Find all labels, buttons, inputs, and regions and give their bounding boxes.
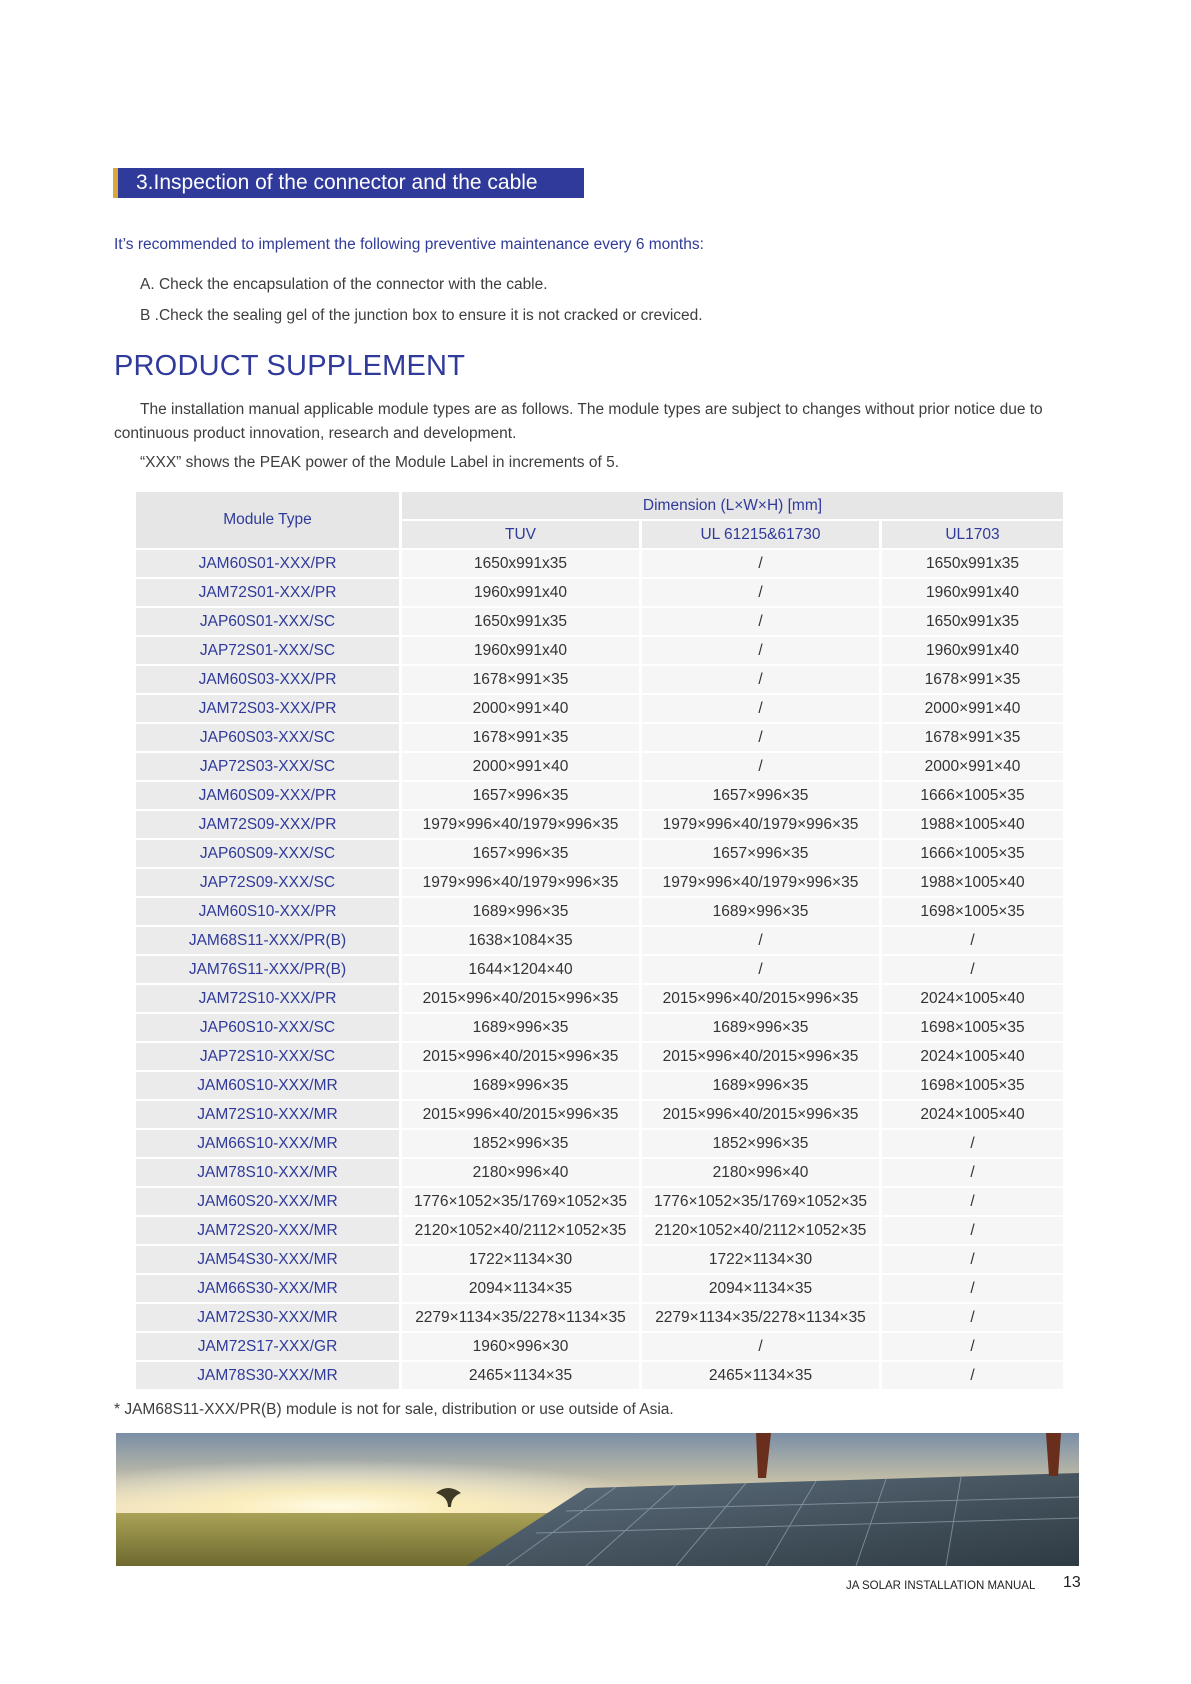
ul1703-dimension-cell: / <box>882 956 1063 983</box>
tuv-dimension-cell: 1678×991×35 <box>402 666 639 693</box>
tuv-dimension-cell: 2094×1134×35 <box>402 1275 639 1302</box>
xxx-note: “XXX” shows the PEAK power of the Module Label in increments of 5. <box>140 454 620 471</box>
table-row <box>136 753 1063 780</box>
table-row <box>136 1333 1063 1360</box>
table-row <box>136 1246 1063 1273</box>
table-row <box>136 724 1063 751</box>
tuv-dimension-cell: 1960x991x40 <box>402 637 639 664</box>
table-row <box>136 898 1063 925</box>
ul1703-dimension-cell: 1960x991x40 <box>882 579 1063 606</box>
ul1703-dimension-cell: / <box>882 1246 1063 1273</box>
tuv-dimension-cell: 1979×996×40/1979×996×35 <box>402 869 639 896</box>
ul61215-dimension-cell: / <box>642 579 879 606</box>
ul61215-dimension-cell: / <box>642 927 879 954</box>
tuv-dimension-cell: 2465×1134×35 <box>402 1362 639 1389</box>
table-row <box>136 782 1063 809</box>
ul61215-dimension-cell: 1979×996×40/1979×996×35 <box>642 869 879 896</box>
table-row <box>136 927 1063 954</box>
ul1703-dimension-cell: 2024×1005×40 <box>882 1043 1063 1070</box>
table-row <box>136 1130 1063 1157</box>
page-number: 13 <box>1063 1574 1081 1591</box>
header-ul61215: UL 61215&61730 <box>642 521 879 548</box>
module-type-cell: JAP72S03-XXX/SC <box>136 753 399 780</box>
ul61215-dimension-cell: / <box>642 956 879 983</box>
tuv-dimension-cell: 1657×996×35 <box>402 840 639 867</box>
table-row <box>136 550 1063 577</box>
ul1703-dimension-cell: 1650x991x35 <box>882 550 1063 577</box>
module-type-cell: JAM72S17-XXX/GR <box>136 1333 399 1360</box>
table-row <box>136 666 1063 693</box>
ul1703-dimension-cell: / <box>882 1130 1063 1157</box>
table-row <box>136 956 1063 983</box>
module-type-cell: JAM66S10-XXX/MR <box>136 1130 399 1157</box>
intro-paragraph: The installation manual applicable module types are as follows. The module types are subject to changes without prior notice due to continuous product innovation, research and development. <box>114 401 1043 442</box>
table-row <box>136 1362 1063 1389</box>
ul1703-dimension-cell: 1650x991x35 <box>882 608 1063 635</box>
module-type-cell: JAM72S10-XXX/MR <box>136 1101 399 1128</box>
ul61215-dimension-cell: 1657×996×35 <box>642 782 879 809</box>
tuv-dimension-cell: 1722×1134×30 <box>402 1246 639 1273</box>
ul61215-dimension-cell: 1852×996×35 <box>642 1130 879 1157</box>
module-type-cell: JAP60S09-XXX/SC <box>136 840 399 867</box>
ul61215-dimension-cell: 2015×996×40/2015×996×35 <box>642 1043 879 1070</box>
ul61215-dimension-cell: / <box>642 666 879 693</box>
tuv-dimension-cell: 1678×991×35 <box>402 724 639 751</box>
ul1703-dimension-cell: / <box>882 1362 1063 1389</box>
table-row <box>136 1043 1063 1070</box>
footer-manual-label: JA SOLAR INSTALLATION MANUAL <box>846 1580 1036 1592</box>
ul1703-dimension-cell: 2024×1005×40 <box>882 985 1063 1012</box>
ul61215-dimension-cell: / <box>642 550 879 577</box>
section-heading: 3.Inspection of the connector and the cable <box>113 168 584 198</box>
ul1703-dimension-cell: / <box>882 1159 1063 1186</box>
tuv-dimension-cell: 1650x991x35 <box>402 608 639 635</box>
module-type-cell: JAM72S30-XXX/MR <box>136 1304 399 1331</box>
header-module-type: Module Type <box>136 492 399 548</box>
tuv-dimension-cell: 2015×996×40/2015×996×35 <box>402 1043 639 1070</box>
ul61215-dimension-cell: 1689×996×35 <box>642 898 879 925</box>
module-type-cell: JAM60S20-XXX/MR <box>136 1188 399 1215</box>
module-type-cell: JAP72S09-XXX/SC <box>136 869 399 896</box>
ul61215-dimension-cell: 1689×996×35 <box>642 1072 879 1099</box>
table-body <box>136 550 1063 1389</box>
module-type-cell: JAM68S11-XXX/PR(B) <box>136 927 399 954</box>
tuv-dimension-cell: 1638×1084×35 <box>402 927 639 954</box>
solar-field-banner-image <box>116 1433 1079 1566</box>
tuv-dimension-cell: 1644×1204×40 <box>402 956 639 983</box>
table-row <box>136 1188 1063 1215</box>
ul61215-dimension-cell: / <box>642 1333 879 1360</box>
tuv-dimension-cell: 2015×996×40/2015×996×35 <box>402 1101 639 1128</box>
module-type-cell: JAM54S30-XXX/MR <box>136 1246 399 1273</box>
ul1703-dimension-cell: / <box>882 1217 1063 1244</box>
ul61215-dimension-cell: 2015×996×40/2015×996×35 <box>642 1101 879 1128</box>
table-row <box>136 1072 1063 1099</box>
tuv-dimension-cell: 1852×996×35 <box>402 1130 639 1157</box>
page-title: PRODUCT SUPPLEMENT <box>114 350 466 382</box>
module-type-cell: JAM66S30-XXX/MR <box>136 1275 399 1302</box>
ul61215-dimension-cell: 1776×1052×35/1769×1052×35 <box>642 1188 879 1215</box>
ul61215-dimension-cell: / <box>642 637 879 664</box>
module-type-cell: JAM60S10-XXX/PR <box>136 898 399 925</box>
tuv-dimension-cell: 1960x991x40 <box>402 579 639 606</box>
ul1703-dimension-cell: / <box>882 1333 1063 1360</box>
ul61215-dimension-cell: / <box>642 608 879 635</box>
module-type-cell: JAM60S03-XXX/PR <box>136 666 399 693</box>
module-type-cell: JAM72S10-XXX/PR <box>136 985 399 1012</box>
ul61215-dimension-cell: 1979×996×40/1979×996×35 <box>642 811 879 838</box>
header-dimension: Dimension (L×W×H) [mm] <box>402 492 1063 519</box>
module-type-cell: JAM72S20-XXX/MR <box>136 1217 399 1244</box>
tuv-dimension-cell: 1960×996×30 <box>402 1333 639 1360</box>
tuv-dimension-cell: 1689×996×35 <box>402 1014 639 1041</box>
table-row <box>136 1304 1063 1331</box>
table-row <box>136 985 1063 1012</box>
ul61215-dimension-cell: / <box>642 724 879 751</box>
ul61215-dimension-cell: 2015×996×40/2015×996×35 <box>642 985 879 1012</box>
ul61215-dimension-cell: 2120×1052×40/2112×1052×35 <box>642 1217 879 1244</box>
module-type-cell: JAM72S01-XXX/PR <box>136 579 399 606</box>
ul1703-dimension-cell: 1678×991×35 <box>882 666 1063 693</box>
module-type-cell: JAM76S11-XXX/PR(B) <box>136 956 399 983</box>
footnote: * JAM68S11-XXX/PR(B) module is not for sale, distribution or use outside of Asia. <box>114 1401 674 1418</box>
check-item-b: B .Check the sealing gel of the junction box to ensure it is not cracked or creviced. <box>140 307 703 324</box>
ul1703-dimension-cell: 1698×1005×35 <box>882 1014 1063 1041</box>
tuv-dimension-cell: 1650x991x35 <box>402 550 639 577</box>
tuv-dimension-cell: 1689×996×35 <box>402 1072 639 1099</box>
ul1703-dimension-cell: 1666×1005×35 <box>882 840 1063 867</box>
ul1703-dimension-cell: 1988×1005×40 <box>882 811 1063 838</box>
table-row <box>136 840 1063 867</box>
module-type-cell: JAM60S01-XXX/PR <box>136 550 399 577</box>
table-row <box>136 1217 1063 1244</box>
tuv-dimension-cell: 2015×996×40/2015×996×35 <box>402 985 639 1012</box>
module-dimension-table <box>133 490 1066 1391</box>
module-type-cell: JAP72S01-XXX/SC <box>136 637 399 664</box>
ul1703-dimension-cell: / <box>882 927 1063 954</box>
ul61215-dimension-cell: 2465×1134×35 <box>642 1362 879 1389</box>
module-type-cell: JAM78S30-XXX/MR <box>136 1362 399 1389</box>
module-type-cell: JAM72S03-XXX/PR <box>136 695 399 722</box>
ul61215-dimension-cell: 2180×996×40 <box>642 1159 879 1186</box>
ul1703-dimension-cell: / <box>882 1275 1063 1302</box>
tuv-dimension-cell: 2279×1134×35/2278×1134×35 <box>402 1304 639 1331</box>
ul61215-dimension-cell: 2094×1134×35 <box>642 1275 879 1302</box>
module-type-cell: JAM60S09-XXX/PR <box>136 782 399 809</box>
header-tuv: TUV <box>402 521 639 548</box>
module-type-cell: JAP60S01-XXX/SC <box>136 608 399 635</box>
tuv-dimension-cell: 2120×1052×40/2112×1052×35 <box>402 1217 639 1244</box>
check-item-a: A. Check the encapsulation of the connector with the cable. <box>140 276 548 293</box>
ul1703-dimension-cell: 1960x991x40 <box>882 637 1063 664</box>
ul1703-dimension-cell: 1678×991×35 <box>882 724 1063 751</box>
header-ul1703: UL1703 <box>882 521 1063 548</box>
ul1703-dimension-cell: 1988×1005×40 <box>882 869 1063 896</box>
ul1703-dimension-cell: 2000×991×40 <box>882 695 1063 722</box>
tuv-dimension-cell: 1657×996×35 <box>402 782 639 809</box>
ul61215-dimension-cell: 1657×996×35 <box>642 840 879 867</box>
module-type-cell: JAM78S10-XXX/MR <box>136 1159 399 1186</box>
ul61215-dimension-cell: 1689×996×35 <box>642 1014 879 1041</box>
maintenance-recommendation: It’s recommended to implement the following preventive maintenance every 6 months: <box>114 236 704 253</box>
tuv-dimension-cell: 2180×996×40 <box>402 1159 639 1186</box>
ul1703-dimension-cell: / <box>882 1188 1063 1215</box>
ul61215-dimension-cell: / <box>642 695 879 722</box>
table-row <box>136 811 1063 838</box>
table-row <box>136 1275 1063 1302</box>
ul1703-dimension-cell: 1698×1005×35 <box>882 898 1063 925</box>
module-type-cell: JAM60S10-XXX/MR <box>136 1072 399 1099</box>
table-row <box>136 579 1063 606</box>
tuv-dimension-cell: 1776×1052×35/1769×1052×35 <box>402 1188 639 1215</box>
ul61215-dimension-cell: 2279×1134×35/2278×1134×35 <box>642 1304 879 1331</box>
module-type-cell: JAP60S10-XXX/SC <box>136 1014 399 1041</box>
ul1703-dimension-cell: 1698×1005×35 <box>882 1072 1063 1099</box>
module-type-cell: JAP60S03-XXX/SC <box>136 724 399 751</box>
ul61215-dimension-cell: 1722×1134×30 <box>642 1246 879 1273</box>
module-type-cell: JAM72S09-XXX/PR <box>136 811 399 838</box>
tuv-dimension-cell: 2000×991×40 <box>402 753 639 780</box>
tuv-dimension-cell: 2000×991×40 <box>402 695 639 722</box>
tuv-dimension-cell: 1689×996×35 <box>402 898 639 925</box>
ul1703-dimension-cell: 2024×1005×40 <box>882 1101 1063 1128</box>
ul61215-dimension-cell: / <box>642 753 879 780</box>
ul1703-dimension-cell: / <box>882 1304 1063 1331</box>
tuv-dimension-cell: 1979×996×40/1979×996×35 <box>402 811 639 838</box>
table-row <box>136 1101 1063 1128</box>
ul1703-dimension-cell: 2000×991×40 <box>882 753 1063 780</box>
table-row <box>136 608 1063 635</box>
table-row <box>136 695 1063 722</box>
table-row <box>136 637 1063 664</box>
ul1703-dimension-cell: 1666×1005×35 <box>882 782 1063 809</box>
table-row <box>136 869 1063 896</box>
table-row <box>136 1159 1063 1186</box>
module-type-cell: JAP72S10-XXX/SC <box>136 1043 399 1070</box>
table-row <box>136 1014 1063 1041</box>
